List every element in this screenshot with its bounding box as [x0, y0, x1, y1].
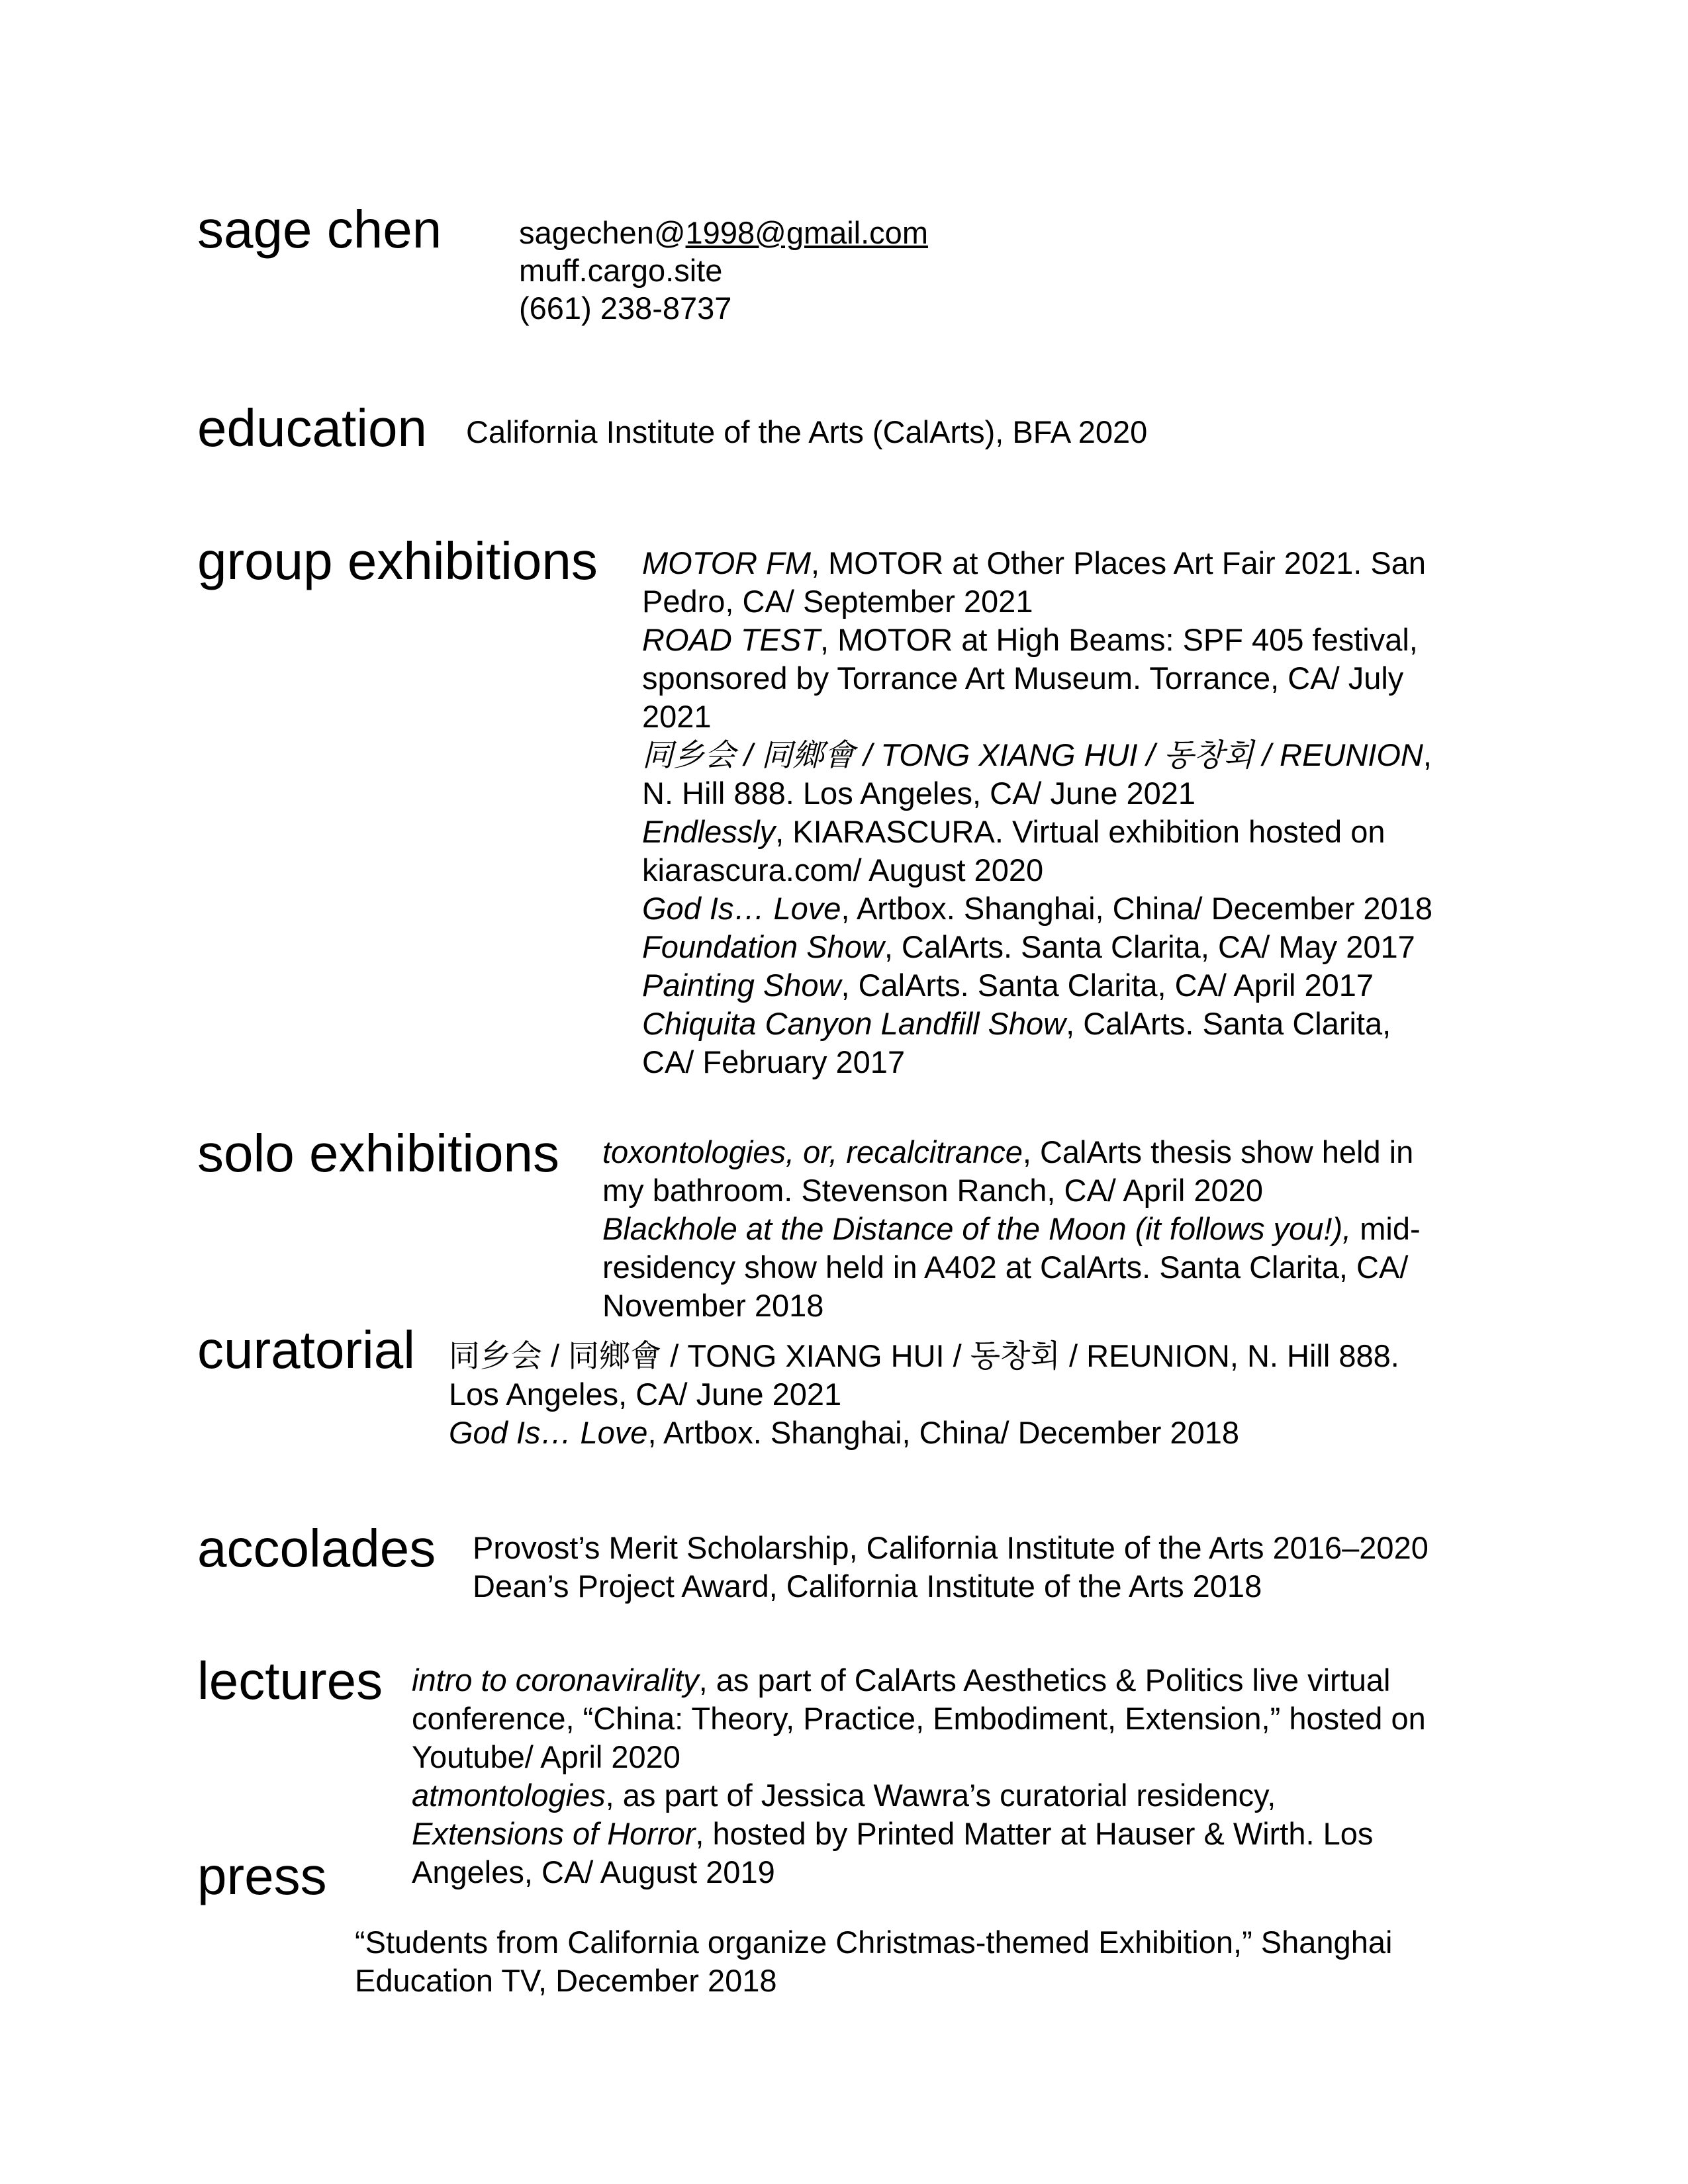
entry-line	[642, 659, 1432, 698]
entry-line	[412, 1738, 1426, 1776]
list-item	[642, 966, 1432, 1005]
entry-line	[412, 1700, 1426, 1738]
group-exhibitions-heading: group exhibitions	[197, 531, 598, 590]
entry-title: toxontologies, or, recalcitrance	[602, 1134, 1023, 1169]
entry-line	[602, 1248, 1421, 1287]
entry-title: intro to coronavirality	[412, 1662, 699, 1698]
entry-line	[602, 1133, 1421, 1171]
entry-line	[642, 928, 1432, 966]
entry-line	[642, 698, 1432, 736]
entry-line	[449, 1337, 1399, 1375]
list-item	[412, 1661, 1426, 1776]
entry-line	[642, 621, 1432, 659]
press-heading: press	[197, 1846, 327, 1905]
entry-text: kiarascura.com/ August 2020	[642, 852, 1044, 887]
entry-text: 同乡会 / 同鄉會 / TONG XIANG HUI / 동창회 / REUNION, N. Hill 888.	[449, 1338, 1399, 1373]
entry-title: atmontologies	[412, 1778, 606, 1813]
entry-text: “Students from California organize Christmas-themed Exhibition,” Shanghai	[355, 1925, 1393, 1960]
solo-exhibitions-list	[602, 1133, 1421, 1325]
entry-detail: , CalArts. Santa Clarita, CA/ April 2017	[841, 968, 1374, 1003]
entry-line	[602, 1171, 1421, 1210]
entry-text: conference, “China: Theory, Practice, Embodiment, Extension,” hosted on	[412, 1701, 1426, 1736]
list-item	[602, 1210, 1421, 1325]
entry-detail: , CalArts. Santa Clarita, CA/ May 2017	[884, 929, 1415, 964]
entry-title: God Is… Love	[449, 1415, 648, 1450]
entry-detail: , Artbox. Shanghai, China/ December 2018	[841, 891, 1432, 926]
entry-line	[355, 1923, 1392, 1962]
entry-text: Youtube/ April 2020	[412, 1739, 680, 1774]
entry-line	[412, 1815, 1426, 1853]
list-item	[473, 1529, 1429, 1567]
group-exhibitions-list	[642, 544, 1432, 1081]
entry-text: N. Hill 888. Los Angeles, CA/ June 2021	[642, 776, 1196, 811]
education-entry: California Institute of the Arts (CalArts), BFA 2020	[466, 414, 1148, 449]
entry-text: my bathroom. Stevenson Ranch, CA/ April 2020	[602, 1173, 1263, 1208]
entry-detail: , CalArts. Santa Clarita,	[1066, 1006, 1391, 1041]
entry-text: sponsored by Torrance Art Museum. Torrance, CA/ July	[642, 660, 1404, 696]
entry-line	[355, 1962, 1392, 2000]
list-item	[642, 813, 1432, 889]
email-prefix: sagechen@	[519, 215, 686, 250]
entry-text: residency show held in A402 at CalArts. Santa Clarita, CA/	[602, 1250, 1409, 1285]
solo-exhibitions-heading: solo exhibitions	[197, 1124, 559, 1183]
list-item	[449, 1414, 1399, 1452]
entry-text: CA/ February 2017	[642, 1044, 906, 1079]
entry-detail: , MOTOR at High Beams: SPF 405 festival,	[820, 622, 1418, 657]
entry-line	[602, 1210, 1421, 1248]
curatorial-heading: curatorial	[197, 1320, 416, 1379]
entry-line	[642, 966, 1432, 1005]
entry-line	[412, 1853, 1426, 1891]
entry-line	[473, 1567, 1429, 1606]
list-item	[473, 1567, 1429, 1606]
list-item	[642, 544, 1432, 621]
email-line	[519, 214, 928, 251]
list-item	[642, 736, 1432, 813]
entry-line	[449, 1414, 1399, 1452]
entry-text: Dean’s Project Award, California Institute of the Arts 2018	[473, 1569, 1262, 1604]
entry-title: Foundation Show	[642, 929, 884, 964]
entry-line	[642, 1005, 1432, 1043]
lectures-heading: lectures	[197, 1651, 383, 1710]
list-item	[602, 1133, 1421, 1210]
entry-detail: mid-	[1351, 1211, 1421, 1246]
education-block	[466, 413, 1147, 451]
entry-title: God Is… Love	[642, 891, 841, 926]
entry-title: Painting Show	[642, 968, 841, 1003]
list-item	[642, 1005, 1432, 1081]
entry-detail: , hosted by Printed Matter at Hauser & Wirth. Los	[695, 1816, 1374, 1851]
education-heading: education	[197, 398, 427, 457]
accolades-list	[473, 1529, 1429, 1606]
entry-line	[602, 1287, 1421, 1325]
entry-text: 2021	[642, 699, 712, 734]
entry-detail: , KIARASCURA. Virtual exhibition hosted on	[775, 814, 1385, 849]
entry-title: Extensions of Horror	[412, 1816, 696, 1851]
entry-detail: , MOTOR at Other Places Art Fair 2021. San	[811, 545, 1427, 580]
entry-detail: ,	[1423, 737, 1432, 772]
entry-detail: , CalArts thesis show held in	[1022, 1134, 1414, 1169]
entry-text: November 2018	[602, 1288, 824, 1323]
entry-line	[642, 813, 1432, 851]
entry-text: Provost’s Merit Scholarship, California Institute of the Arts 2016–2020	[473, 1530, 1429, 1565]
entry-detail: , Artbox. Shanghai, China/ December 2018	[647, 1415, 1239, 1450]
entry-line	[642, 774, 1432, 813]
entry-title: 同乡会 / 同鄉會 / TONG XIANG HUI / 동창회 / REUNION	[642, 737, 1423, 772]
entry-text: Angeles, CA/ August 2019	[412, 1854, 775, 1889]
entry-line	[449, 1375, 1399, 1414]
contact-block	[519, 214, 928, 327]
entry-line	[412, 1776, 1426, 1815]
entry-text: Pedro, CA/ September 2021	[642, 584, 1033, 619]
lectures-list	[412, 1661, 1426, 1891]
phone-number: (661) 238-8737	[519, 291, 732, 326]
entry-title: Endlessly	[642, 814, 776, 849]
entry-line	[642, 736, 1432, 774]
entry-detail: , as part of CalArts Aesthetics & Politics live virtual	[698, 1662, 1391, 1698]
list-item	[642, 621, 1432, 736]
entry-detail: , as part of Jessica Wawra’s curatorial residency,	[605, 1778, 1276, 1813]
entry-line	[642, 582, 1432, 621]
name-heading: sage chen	[197, 200, 442, 259]
entry-text: Los Angeles, CA/ June 2021	[449, 1377, 842, 1412]
list-item	[642, 928, 1432, 966]
list-item	[449, 1337, 1399, 1414]
press-list	[355, 1923, 1392, 2000]
entry-title: Blackhole at the Distance of the Moon (it follows you!),	[602, 1211, 1352, 1246]
email-link[interactable]: 1998@gmail.com	[685, 215, 928, 250]
entry-line	[642, 544, 1432, 582]
entry-line	[642, 851, 1432, 889]
list-item	[412, 1776, 1426, 1891]
entry-line	[642, 1043, 1432, 1081]
entry-title: Chiquita Canyon Landfill Show	[642, 1006, 1066, 1041]
entry-title: MOTOR FM	[642, 545, 811, 580]
list-item	[355, 1923, 1392, 2000]
entry-text: Education TV, December 2018	[355, 1963, 777, 1998]
accolades-heading: accolades	[197, 1519, 436, 1578]
curatorial-list	[449, 1337, 1399, 1452]
entry-title: ROAD TEST	[642, 622, 820, 657]
entry-line	[642, 889, 1432, 928]
entry-line	[412, 1661, 1426, 1700]
website-link[interactable]: muff.cargo.site	[519, 253, 723, 288]
entry-line	[473, 1529, 1429, 1567]
list-item	[642, 889, 1432, 928]
